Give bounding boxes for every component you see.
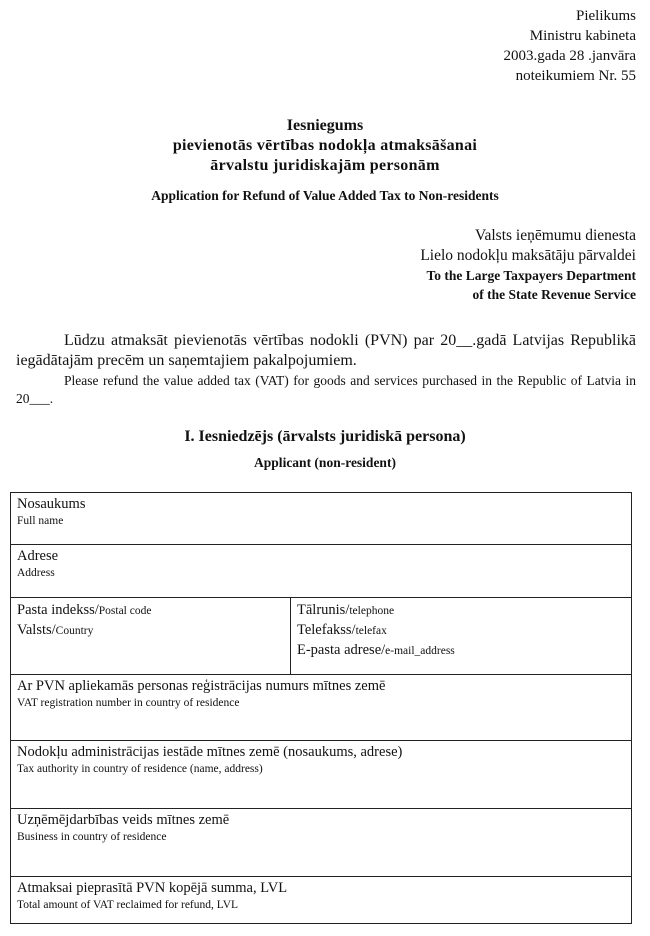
document-title: Iesniegums: [286, 117, 364, 134]
addressee-en-2: of the State Revenue Service: [472, 287, 636, 302]
request-text-en: Please refund the value added tax (VAT) for goods and services purchased in the Republic of Latvia in 20___.: [16, 373, 636, 406]
field-label-en: Total amount of VAT reclaimed for refund, LVL: [17, 899, 239, 911]
postal-country-cell: [11, 598, 291, 674]
field-label-lv: Nodokļu administrācijas iestāde mītnes zemē (nosaukums, adrese): [17, 744, 403, 760]
field-full-name[interactable]: [11, 493, 631, 545]
addressee-lv-2: Lielo nodokļu maksātāju pārvaldei: [420, 247, 636, 264]
field-label-en: Postal code: [98, 605, 152, 617]
phone-fax-email-cell: [291, 598, 631, 674]
field-label-lv: Telefakss/: [297, 622, 356, 638]
field-label-lv: Pasta indekss/: [17, 602, 99, 618]
contact-row: [11, 598, 631, 675]
field-label-en: Business in country of residence: [17, 831, 167, 843]
field-postal-code[interactable]: [17, 601, 284, 621]
field-label-en: Address: [17, 567, 55, 579]
document-title-line-2: pievienotās vērtības nodokļa atmaksāšanai: [172, 137, 478, 154]
addressee-lv-1: Valsts ieņēmumu dienesta: [475, 227, 636, 244]
annex-line-2: Ministru kabineta: [529, 28, 636, 44]
applicant-form: [10, 492, 632, 924]
field-label-en: Tax authority in country of residence (name, address): [17, 763, 263, 775]
addressee-block: [420, 226, 636, 304]
field-label-lv: E-pasta adrese/: [297, 642, 386, 658]
field-total-vat[interactable]: [11, 877, 631, 923]
section-1-subtitle: Applicant (non-resident): [254, 455, 396, 470]
field-telephone[interactable]: [297, 601, 625, 621]
field-vat-registration[interactable]: [11, 675, 631, 741]
annex-line-1: Pielikums: [575, 8, 636, 24]
field-label-en: Country: [55, 625, 94, 637]
field-label-lv: Tālrunis/: [297, 602, 350, 618]
section-1-title: I. Iesniedzējs (ārvalsts juridiskā persona): [184, 428, 466, 445]
field-address[interactable]: [11, 545, 631, 598]
field-label-lv: Atmaksai pieprasītā PVN kopējā summa, LVL: [17, 880, 288, 896]
document-title-english: Application for Refund of Value Added Tax to Non-residents: [151, 188, 499, 203]
field-business-type[interactable]: [11, 809, 631, 877]
field-label-lv: Valsts/: [17, 622, 56, 638]
annex-line-3: 2003.gada 28 .janvāra: [503, 48, 636, 64]
field-label-en: VAT registration number in country of residence: [17, 697, 240, 709]
field-label-en: telephone: [349, 605, 395, 617]
field-label-lv: Nosaukums: [17, 496, 86, 512]
field-label-lv: Adrese: [17, 548, 59, 564]
field-email[interactable]: [297, 641, 625, 661]
field-label-lv: Ar PVN apliekamās personas reģistrācijas numurs mītnes zemē: [17, 678, 386, 694]
field-label-en: Full name: [17, 515, 64, 527]
addressee-en-1: To the Large Taxpayers Department: [426, 268, 636, 283]
field-tax-authority[interactable]: [11, 741, 631, 809]
document-title-line-3: ārvalstu juridiskajām personām: [210, 157, 440, 174]
field-label-en: e-mail_address: [385, 645, 455, 657]
field-country[interactable]: [17, 621, 284, 641]
request-text-lv: Lūdzu atmaksāt pievienotās vērtības nodokli (PVN) par 20__.gadā Latvijas Republikā iegādātajām precēm un saņemtajiem pakalpojumiem.: [16, 332, 636, 369]
field-label-lv: Uzņēmējdarbības veids mītnes zemē: [17, 812, 230, 828]
annex-line-4: noteikumiem Nr. 55: [515, 68, 636, 84]
field-label-en: telefax: [355, 625, 387, 637]
field-telefax[interactable]: [297, 621, 625, 641]
annex-reference: [504, 6, 636, 86]
